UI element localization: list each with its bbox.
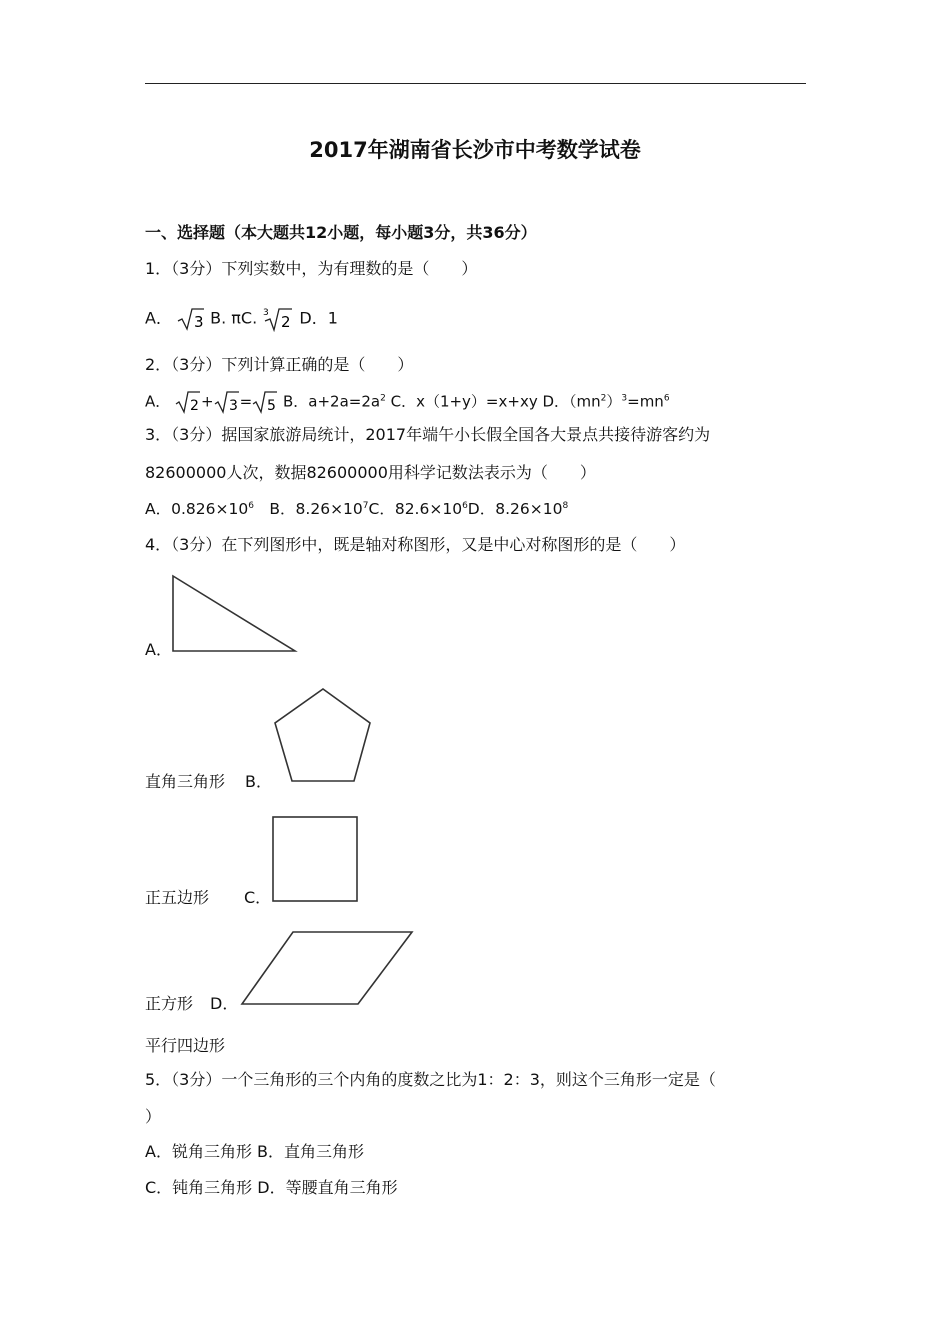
q3-option-c-exp: 6 <box>462 500 468 511</box>
q4-option-d-label: D． <box>210 994 239 1013</box>
question-1-stem: 1．（3分）下列实数中，为有理数的是（ ） <box>145 259 478 278</box>
q3-option-d: D．8.26×10 <box>467 500 563 518</box>
parallelogram-figure <box>238 928 416 1008</box>
q1-option-d-label: D．1 <box>299 308 338 328</box>
q2-result: =mn <box>627 392 664 411</box>
q4-caption-b: 正五边形 <box>145 888 210 907</box>
q4-caption-d: 平行四边形 <box>145 1036 226 1055</box>
q2-option-a-label: A． <box>145 392 171 411</box>
q3-option-c: C．82.6×10 <box>368 500 463 518</box>
q2-option-b: B．a+2a=2a <box>282 392 381 411</box>
q2-sqrt-3 <box>214 390 240 414</box>
q2-exp-n: 2 <box>600 393 607 404</box>
q2-plus: + <box>201 392 214 411</box>
question-2-options <box>145 390 670 414</box>
q1-cuberoot-2 <box>262 306 294 332</box>
q4-caption-c: 正方形 <box>145 994 194 1013</box>
header-rule <box>145 83 806 84</box>
q2-sqrt-2 <box>175 390 201 414</box>
q3-option-d-exp: 8 <box>562 500 569 511</box>
question-5-options-cd: C．钝角三角形 D．等腰直角三角形 <box>145 1178 398 1197</box>
question-3-stem-line1: 3．（3分）据国家旅游局统计，2017年端午小长假全国各大景点共接待游客约为 <box>145 425 711 444</box>
q3-option-a-exp: 6 <box>248 500 254 511</box>
question-3-options <box>145 498 568 520</box>
q3-option-a: A．0.826×10 <box>145 500 249 518</box>
section-heading: 一、选择题（本大题共12小题，每小题3分，共36分） <box>145 223 537 242</box>
q2-equals: = <box>239 392 253 411</box>
q1-option-b-label: B. πC. <box>210 308 258 328</box>
q4-caption-a: 直角三角形 <box>145 772 226 791</box>
q2-option-c-d: C．x（1+y）=x+xy D．（mn <box>390 392 601 411</box>
svg-text:2: 2 <box>190 398 199 414</box>
svg-text:3: 3 <box>263 308 270 318</box>
question-3-stem-line2: 82600000人次，数据82600000用科学记数法表示为（ ） <box>145 463 596 482</box>
right-triangle-figure <box>168 572 300 656</box>
q2-exp-a: 2 <box>380 393 386 404</box>
question-5-options-ab: A．锐角三角形 B．直角三角形 <box>145 1142 365 1161</box>
question-5-stem-line2: ） <box>145 1107 162 1126</box>
q2-sqrt-5 <box>252 390 278 414</box>
q3-option-b: B．8.26×10 <box>253 500 363 518</box>
question-2-stem: 2．（3分）下列计算正确的是（ ） <box>145 355 414 374</box>
svg-text:2: 2 <box>281 313 291 331</box>
q4-option-c-label: C． <box>244 888 272 907</box>
q4-option-a-label: A． <box>145 640 172 659</box>
q2-paren: ） <box>606 392 622 411</box>
svg-text:5: 5 <box>267 398 277 414</box>
svg-text:3: 3 <box>228 398 238 414</box>
question-4-stem: 4．（3分）在下列图形中，既是轴对称图形，又是中心对称图形的是（ ） <box>145 535 686 554</box>
question-5-stem-line1: 5．（3分）一个三角形的三个内角的度数之比为1：2：3，则这个三角形一定是（ <box>145 1070 716 1089</box>
square-figure <box>270 814 360 904</box>
q1-sqrt-3 <box>177 307 205 331</box>
q2-exp-result: 6 <box>663 393 670 404</box>
exam-title: 2017年湖南省长沙市中考数学试卷 <box>309 138 641 162</box>
q4-option-b-label: B． <box>245 772 272 791</box>
question-1-options <box>145 306 338 332</box>
q1-option-a-label: A． <box>145 308 172 328</box>
regular-pentagon-figure <box>270 685 376 785</box>
q3-option-b-exp: 7 <box>362 500 369 511</box>
svg-text:3: 3 <box>194 313 204 331</box>
q2-exp-outer: 3 <box>621 393 628 404</box>
